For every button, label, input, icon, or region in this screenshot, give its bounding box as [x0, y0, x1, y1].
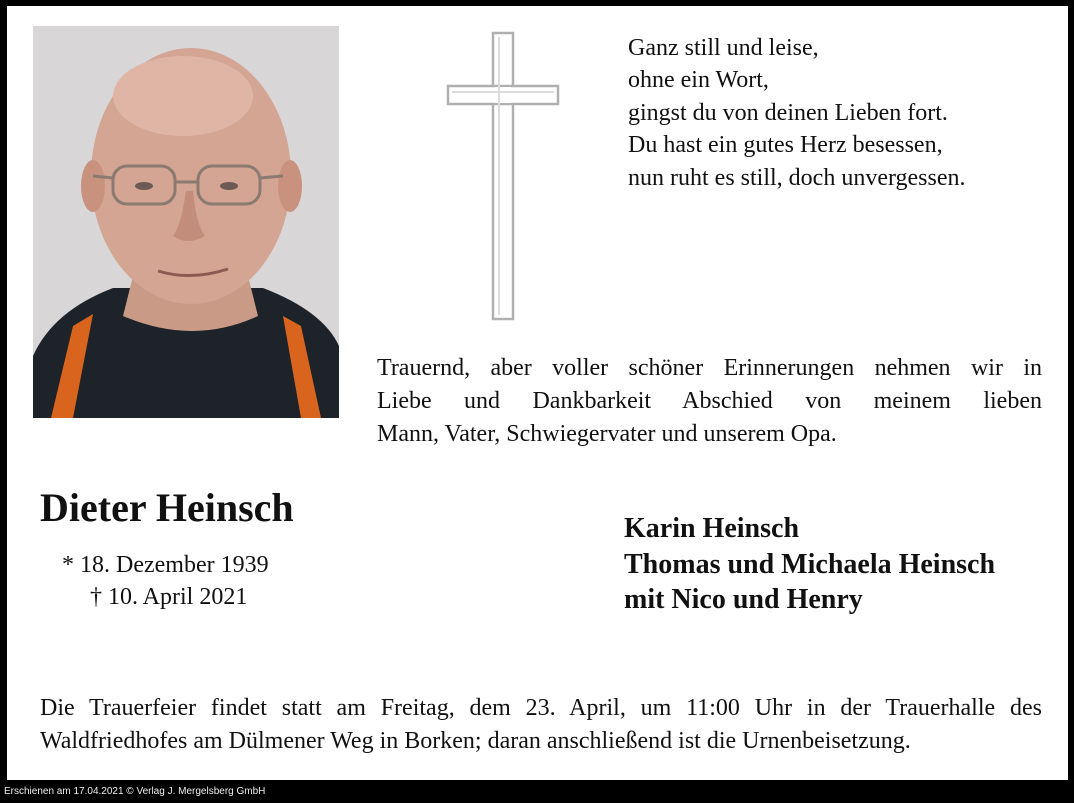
birth-date: * 18. Dezember 1939	[62, 552, 269, 578]
cross-icon	[443, 31, 563, 321]
poem	[628, 32, 966, 194]
notice-line: Die Trauerfeier findet statt am Freitag, dem 23. April, um 11:00 Uhr in der Trauerhalle des	[40, 695, 1042, 721]
funeral-notice	[40, 692, 1042, 758]
intro-line: Liebe und Dankbarkeit Abschied von meinem lieben	[377, 388, 1042, 414]
deceased-name: Dieter Heinsch	[40, 485, 294, 530]
family-line: Thomas und Michaela Heinsch	[624, 548, 996, 580]
portrait-photo	[33, 26, 339, 418]
publication-footer: Erschienen am 17.04.2021 © Verlag J. Mergelsberg GmbH	[4, 786, 266, 797]
intro-text	[377, 352, 1042, 451]
family-line: Karin Heinsch	[624, 513, 800, 544]
family-line: mit Nico und Henry	[624, 584, 863, 615]
poem-line: Ganz still und leise,	[628, 35, 819, 61]
intro-line: Mann, Vater, Schwiegervater und unserem Opa.	[377, 421, 837, 447]
notice-line: Waldfriedhofes am Dülmener Weg in Borken; daran anschließend ist die Urnenbeisetzung.	[40, 728, 911, 754]
poem-line: Du hast ein gutes Herz besessen,	[628, 132, 943, 159]
poem-line: nun ruht es still, doch unvergessen.	[628, 164, 966, 191]
family-signature	[624, 511, 995, 618]
intro-line: Trauernd, aber voller schöner Erinnerungen nehmen wir in	[377, 355, 1042, 381]
death-date: † 10. April 2021	[90, 584, 248, 611]
obituary-card	[7, 6, 1068, 780]
life-dates	[62, 549, 269, 614]
poem-line: ohne ein Wort,	[628, 67, 769, 94]
poem-line: gingst du von deinen Lieben fort.	[628, 99, 948, 126]
